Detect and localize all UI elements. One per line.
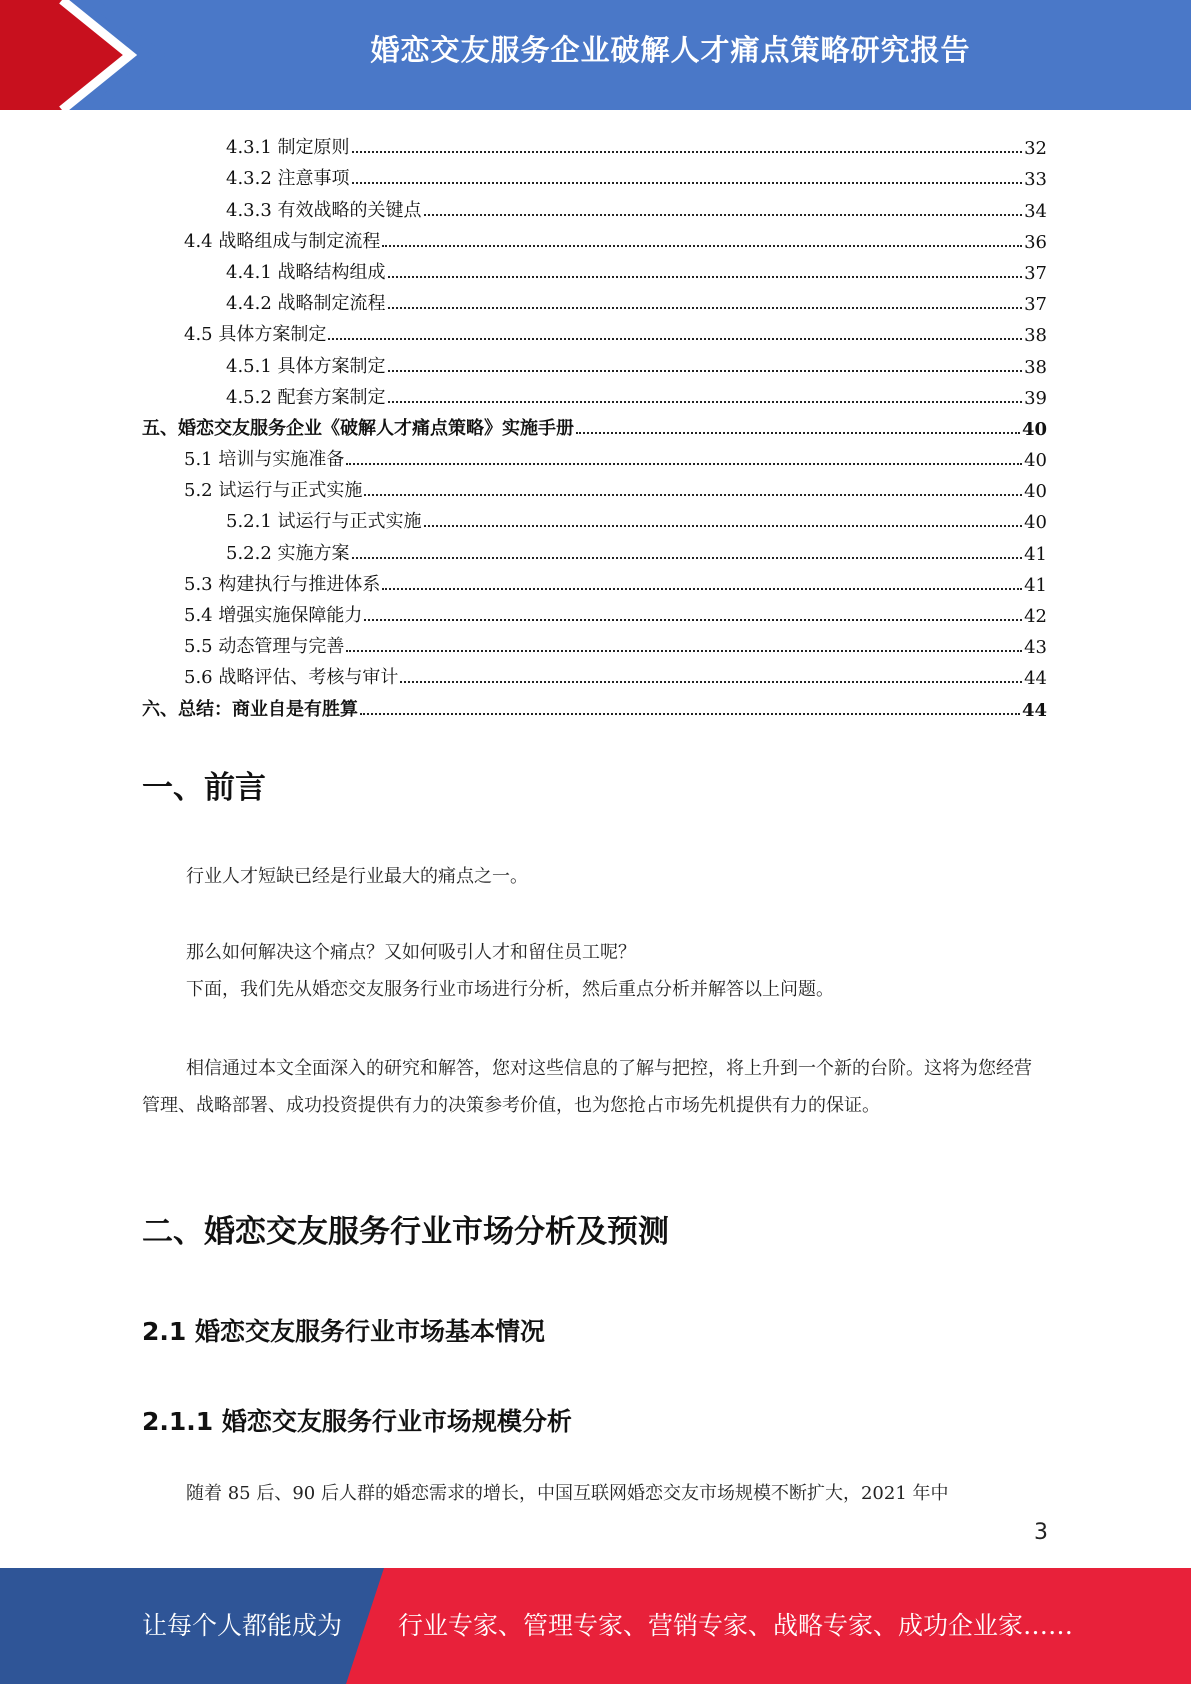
toc-entry[interactable] bbox=[142, 378, 1047, 409]
toc-entry-page: 42 bbox=[1024, 606, 1047, 627]
toc-entry-page: 39 bbox=[1024, 387, 1047, 409]
toc-entry[interactable] bbox=[142, 128, 1047, 159]
toc-entry-page: 37 bbox=[1024, 294, 1047, 316]
toc-entry-label: 4.4 战略组成与制定流程 bbox=[184, 227, 382, 253]
toc-entry-label: 4.3.3 有效战略的关键点 bbox=[226, 196, 424, 222]
toc-entry-label: 5.6 战略评估、考核与审计 bbox=[184, 663, 400, 689]
toc-entry-label: 4.5.2 配套方案制定 bbox=[226, 383, 388, 409]
toc-entry[interactable] bbox=[142, 253, 1047, 284]
toc-entry-page: 40 bbox=[1021, 418, 1047, 440]
toc-leader-dots bbox=[364, 494, 1022, 496]
toc-entry-page: 32 bbox=[1024, 138, 1047, 160]
toc-entry[interactable] bbox=[142, 689, 1047, 720]
toc-leader-dots bbox=[424, 525, 1023, 527]
toc-entry[interactable] bbox=[142, 222, 1047, 253]
toc-entry[interactable] bbox=[142, 190, 1047, 221]
page-number: 3 bbox=[1034, 1520, 1048, 1545]
toc-leader-dots bbox=[424, 214, 1023, 216]
toc-entry[interactable] bbox=[142, 315, 1047, 346]
toc-entry-label: 4.4.2 战略制定流程 bbox=[226, 289, 388, 315]
toc-entry-label: 5.5 动态管理与完善 bbox=[184, 632, 346, 658]
toc-leader-dots bbox=[352, 182, 1023, 184]
footer-slogan-left: 让每个人都能成为 bbox=[142, 1611, 343, 1640]
paragraph: 下面，我们先从婚恋交友服务行业市场进行分析，然后重点分析并解答以上问题。 bbox=[186, 979, 834, 1000]
toc-leader-dots bbox=[346, 650, 1022, 652]
toc-leader-dots bbox=[388, 276, 1023, 278]
toc-entry-page: 44 bbox=[1024, 668, 1047, 690]
toc-entry-page: 33 bbox=[1024, 169, 1047, 191]
toc-entry-label: 4.4.1 战略结构组成 bbox=[226, 258, 388, 284]
toc-entry-page: 40 bbox=[1024, 450, 1047, 472]
toc-leader-dots bbox=[382, 245, 1022, 247]
toc-leader-dots bbox=[388, 370, 1023, 372]
toc-entry-page: 43 bbox=[1024, 637, 1047, 659]
footer-slogan-right: 行业专家、管理专家、营销专家、战略专家、成功企业家…… bbox=[398, 1611, 1074, 1640]
toc-entry-label: 4.5 具体方案制定 bbox=[184, 320, 328, 346]
subsection-heading: 2.1 婚恋交友服务行业市场基本情况 bbox=[142, 1317, 545, 1346]
toc-entry-page: 36 bbox=[1024, 231, 1047, 253]
toc-entry-label: 5.1 培训与实施准备 bbox=[184, 445, 346, 471]
toc-entry[interactable] bbox=[142, 533, 1047, 564]
toc-entry-label: 4.5.1 具体方案制定 bbox=[226, 352, 388, 378]
toc-leader-dots bbox=[382, 588, 1022, 590]
toc-leader-dots bbox=[400, 681, 1022, 683]
toc-leader-dots bbox=[328, 338, 1022, 340]
toc-entry[interactable] bbox=[142, 284, 1047, 315]
toc-entry-page: 37 bbox=[1024, 262, 1047, 284]
paragraph: 行业人才短缺已经是行业最大的痛点之一。 bbox=[186, 866, 528, 887]
paragraph: 随着 85 后、90 后人群的婚恋需求的增长，中国互联网婚恋交友市场规模不断扩大，2021 年中 bbox=[186, 1483, 949, 1504]
paragraph: 那么如何解决这个痛点？又如何吸引人才和留住员工呢？ bbox=[186, 942, 636, 963]
toc-entry-label: 五、婚恋交友服务企业《破解人才痛点策略》实施手册 bbox=[142, 414, 576, 440]
toc-entry[interactable] bbox=[142, 471, 1047, 502]
section-heading-market-analysis: 二、婚恋交友服务行业市场分析及预测 bbox=[142, 1214, 669, 1250]
toc-entry-page: 34 bbox=[1024, 200, 1047, 222]
toc-entry-label: 5.4 增强实施保障能力 bbox=[184, 601, 364, 627]
toc-entry-label: 5.2 试运行与正式实施 bbox=[184, 476, 364, 502]
toc-entry-label: 4.3.2 注意事项 bbox=[226, 164, 352, 190]
toc-leader-dots bbox=[352, 151, 1023, 153]
subsection-heading: 2.1.1 婚恋交友服务行业市场规模分析 bbox=[142, 1407, 572, 1436]
toc-entry-label: 4.3.1 制定原则 bbox=[226, 133, 352, 159]
toc-entry-page: 41 bbox=[1024, 543, 1047, 565]
toc-entry[interactable] bbox=[142, 565, 1047, 596]
toc-entry[interactable] bbox=[142, 346, 1047, 377]
toc-leader-dots bbox=[360, 713, 1020, 715]
toc-entry[interactable] bbox=[142, 159, 1047, 190]
toc-leader-dots bbox=[352, 557, 1023, 559]
toc-entry[interactable] bbox=[142, 627, 1047, 658]
toc-entry-page: 41 bbox=[1024, 574, 1047, 596]
toc-entry-page: 38 bbox=[1024, 325, 1047, 347]
toc-entry-page: 38 bbox=[1024, 356, 1047, 378]
toc-entry[interactable] bbox=[142, 596, 1047, 627]
paragraph: 相信通过本文全面深入的研究和解答，您对这些信息的了解与把控，将上升到一个新的台阶。这将为您经营管理、战略部署、成功投资提供有力的决策参考价值，也为您抢占市场先机提供有力的保证。 bbox=[142, 1058, 1032, 1116]
section-heading-preface: 一、前言 bbox=[142, 770, 266, 806]
page-footer bbox=[0, 1568, 1191, 1684]
toc-entry-label: 5.2.1 试运行与正式实施 bbox=[226, 507, 424, 533]
page-header bbox=[0, 0, 1191, 110]
toc-leader-dots bbox=[346, 463, 1022, 465]
toc-entry-label: 5.3 构建执行与推进体系 bbox=[184, 570, 382, 596]
header-title: 婚恋交友服务企业破解人才痛点策略研究报告 bbox=[370, 33, 971, 67]
toc-leader-dots bbox=[388, 307, 1023, 309]
toc-leader-dots bbox=[364, 619, 1022, 621]
toc-entry-label: 5.2.2 实施方案 bbox=[226, 539, 352, 565]
toc-leader-dots bbox=[576, 432, 1020, 434]
toc-entry[interactable] bbox=[142, 658, 1047, 689]
toc-entry[interactable] bbox=[142, 440, 1047, 471]
toc-entry-page: 40 bbox=[1024, 512, 1047, 534]
toc-entry[interactable] bbox=[142, 502, 1047, 533]
table-of-contents bbox=[142, 128, 1047, 721]
toc-entry-label: 六、总结：商业自是有胜算 bbox=[142, 695, 360, 721]
toc-entry-page: 40 bbox=[1024, 481, 1047, 503]
toc-entry[interactable] bbox=[142, 409, 1047, 440]
toc-leader-dots bbox=[388, 401, 1023, 403]
toc-entry-page: 44 bbox=[1021, 699, 1047, 721]
